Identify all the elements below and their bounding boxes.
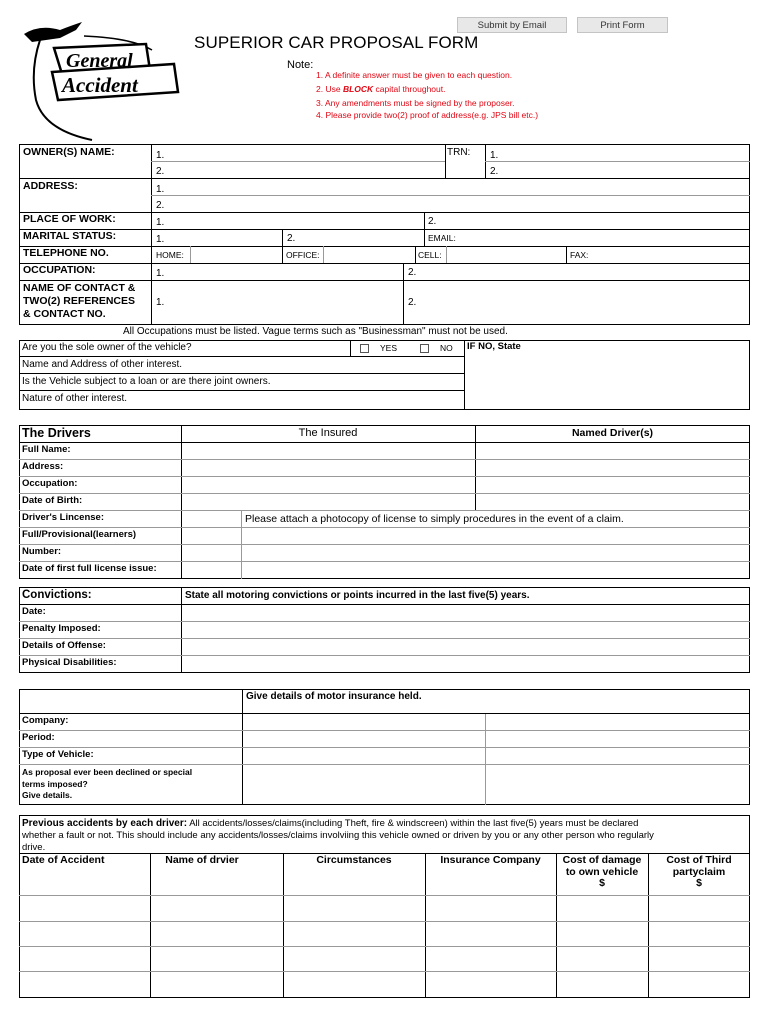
place-of-work-1-field[interactable]: 1. bbox=[156, 217, 165, 228]
license-label: Driver's Lincense: bbox=[22, 512, 104, 523]
cell-phone-field[interactable]: CELL: bbox=[418, 250, 442, 260]
conviction-date-label: Date: bbox=[22, 606, 46, 617]
declined-label-line3: Give details. bbox=[22, 790, 73, 800]
dob-label: Date of Birth: bbox=[22, 495, 83, 506]
insurance-held-title: Give details of motor insurance held. bbox=[246, 691, 422, 702]
driver-occupation-label: Occupation: bbox=[22, 478, 78, 489]
email-field[interactable]: EMAIL: bbox=[428, 233, 456, 243]
period-label: Period: bbox=[22, 732, 55, 743]
if-no-state-label: IF NO, State bbox=[467, 341, 521, 352]
general-accident-logo bbox=[22, 20, 182, 145]
named-drivers-header: Named Driver(s) bbox=[571, 427, 654, 439]
contact-label-line2: TWO(2) REFERENCES bbox=[23, 295, 136, 307]
vehicle-type-label: Type of Vehicle: bbox=[22, 749, 94, 760]
logo-text-accident: Accident bbox=[62, 73, 138, 97]
owner-name-2-field[interactable]: 2. bbox=[156, 166, 165, 177]
submit-by-email-button[interactable]: Submit by Email bbox=[457, 17, 567, 33]
no-label: NO bbox=[440, 343, 453, 353]
col-cost-own-vehicle: Cost of damage to own vehicle $ bbox=[562, 854, 642, 890]
place-of-work-2-field[interactable]: 2. bbox=[428, 216, 437, 227]
marital-2-field[interactable]: 2. bbox=[287, 233, 296, 244]
contact-1-field[interactable]: 1. bbox=[156, 297, 165, 308]
place-of-work-label: PLACE OF WORK: bbox=[23, 213, 116, 225]
contact-label-line1: NAME OF CONTACT & bbox=[23, 282, 136, 294]
other-interest-question: Name and Address of other interest. bbox=[22, 359, 183, 370]
home-phone-field[interactable]: HOME: bbox=[156, 250, 184, 260]
first-issue-label: Date of first full license issue: bbox=[22, 563, 157, 574]
number-label: Number: bbox=[22, 546, 62, 557]
yes-label: YES bbox=[380, 343, 398, 353]
address-1-field[interactable]: 1. bbox=[156, 184, 165, 195]
declined-label-line2: terms imposed? bbox=[22, 779, 88, 789]
marital-1-field[interactable]: 1. bbox=[156, 234, 165, 245]
col-circumstances: Circumstances bbox=[316, 854, 392, 866]
note-3: 3. Any amendments must be signed by the proposer. bbox=[316, 98, 515, 108]
company-label: Company: bbox=[22, 715, 69, 726]
declined-label-line1: As proposal ever been declined or special bbox=[22, 767, 193, 777]
col-date-of-accident: Date of Accident bbox=[22, 854, 105, 866]
trn-1-field[interactable]: 1. bbox=[490, 150, 499, 161]
trn-2-field[interactable]: 2. bbox=[490, 166, 499, 177]
no-checkbox[interactable] bbox=[420, 344, 429, 353]
note-1: 1. A definite answer must be given to each question. bbox=[316, 70, 513, 80]
provisional-label: Full/Provisional(learners) bbox=[22, 529, 137, 540]
sole-owner-question: Are you the sole owner of the vehicle? bbox=[22, 342, 192, 353]
drivers-section bbox=[19, 425, 750, 579]
print-form-button[interactable]: Print Form bbox=[577, 17, 668, 33]
office-phone-field[interactable]: OFFICE: bbox=[286, 250, 320, 260]
insured-header: The Insured bbox=[298, 427, 358, 439]
penalty-label: Penalty Imposed: bbox=[22, 623, 101, 634]
contact-label-line3: & CONTACT NO. bbox=[23, 308, 106, 320]
fax-field[interactable]: FAX: bbox=[570, 250, 589, 260]
logo-text-general: General bbox=[66, 50, 133, 72]
contact-2-field[interactable]: 2. bbox=[408, 297, 417, 308]
col-name-of-driver: Name of drvier bbox=[165, 854, 239, 866]
address-label: ADDRESS: bbox=[23, 180, 78, 192]
yes-checkbox[interactable] bbox=[360, 344, 369, 353]
marital-status-label: MARITAL STATUS: bbox=[23, 230, 117, 242]
occupation-2-field[interactable]: 2. bbox=[408, 267, 417, 278]
offense-details-label: Details of Offense: bbox=[22, 640, 106, 651]
license-note: Please attach a photocopy of license to simply procedures in the event of a claim. bbox=[245, 513, 624, 525]
col-insurance-company: Insurance Company bbox=[440, 854, 541, 866]
note-label: Note: bbox=[287, 59, 314, 71]
accidents-intro: Previous accidents by each driver: All accidents/losses/claims(including Theft, fire & windscreen) within the last five(5) years must be declared bbox=[22, 818, 639, 829]
driver-address-label: Address: bbox=[22, 461, 64, 472]
owner-name-label: OWNER(S) NAME: bbox=[23, 146, 115, 158]
telephone-label: TELEPHONE NO. bbox=[23, 247, 109, 259]
occupation-note: All Occupations must be listed. Vague terms such as "Businessman" must not be used. bbox=[123, 326, 508, 337]
nature-interest-question: Nature of other interest. bbox=[22, 393, 128, 404]
owner-name-1-field[interactable]: 1. bbox=[156, 150, 165, 161]
occupation-1-field[interactable]: 1. bbox=[156, 268, 165, 279]
occupation-label: OCCUPATION: bbox=[23, 264, 96, 276]
note-4: 4. Please provide two(2) proof of address(e.g. JPS bill etc.) bbox=[316, 110, 539, 120]
note-2: 2. Use BLOCK capital throughout. bbox=[316, 84, 446, 94]
accidents-intro-line2: whether a fault or not. This should include any accidents/losses/claims involviing this vehicle owned or driven by you or any other person who regularly bbox=[22, 830, 654, 841]
col-cost-third-party: Cost of Third partyclaim $ bbox=[666, 854, 732, 890]
convictions-note: State all motoring convictions or points incurred in the last five(5) years. bbox=[185, 590, 530, 601]
form-title: SUPERIOR CAR PROPOSAL FORM bbox=[194, 33, 479, 52]
loan-question: Is the Vehicle subject to a loan or are there joint owners. bbox=[22, 376, 271, 387]
full-name-label: Full Name: bbox=[22, 444, 71, 455]
disabilities-label: Physical Disabilities: bbox=[22, 657, 117, 668]
drivers-title: The Drivers bbox=[22, 426, 91, 440]
trn-label: TRN: bbox=[447, 147, 471, 158]
convictions-title: Convictions: bbox=[22, 589, 92, 601]
accidents-intro-line3: drive. bbox=[22, 842, 46, 853]
address-2-field[interactable]: 2. bbox=[156, 200, 165, 211]
